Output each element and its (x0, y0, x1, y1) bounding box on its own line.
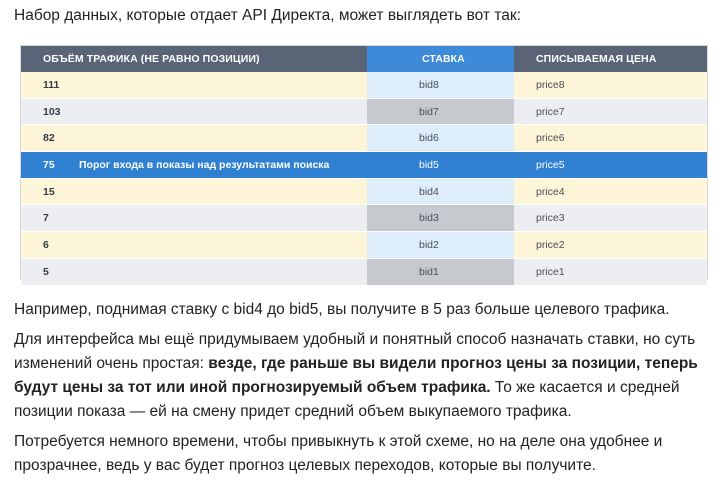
traffic-table-container (20, 45, 708, 280)
volume-value: 15 (43, 185, 55, 198)
price-cell: price3 (514, 205, 707, 232)
bid-cell: bid4 (367, 178, 514, 205)
volume-value: 103 (43, 105, 61, 118)
table-row (21, 205, 707, 232)
paragraph-interface-bold: везде, где раньше вы видели прогноз цены за позиции, теперь будут цены за тот или иной прогнозируемый объем трафика. (14, 355, 698, 396)
price-cell: price2 (514, 232, 707, 259)
volume-value: 5 (43, 265, 49, 278)
volume-cell (21, 178, 367, 205)
table-row-threshold (21, 152, 707, 179)
paragraph-example: Например, поднимая ставку с bid4 до bid5, вы получите в 5 раз больше целевого трафика. (14, 301, 670, 318)
header-volume: ОБЪЁМ ТРАФИКА (НЕ РАВНО ПОЗИЦИИ) (21, 46, 367, 72)
paragraph-conclusion: Потребуется немного времени, чтобы привыкнуть к этой схеме, но на деле она удобнее и прозрачнее, ведь у вас будет прогноз целевых переходов, которые вы получите. (14, 433, 663, 474)
bid-cell: bid6 (367, 125, 514, 152)
bid-cell: bid2 (367, 232, 514, 259)
table-row (21, 232, 707, 259)
volume-cell (21, 72, 367, 98)
paragraph-interface (14, 328, 714, 424)
bid-cell: bid3 (367, 205, 514, 232)
volume-cell (21, 98, 367, 125)
bid-cell: bid7 (367, 98, 514, 125)
price-cell: price4 (514, 178, 707, 205)
table-header-row (21, 46, 707, 72)
intro-text: Набор данных, которые отдает API Директа, может выглядеть вот так: (14, 7, 521, 24)
table-row (21, 72, 707, 98)
table-row (21, 178, 707, 205)
bid-cell: bid1 (367, 258, 514, 285)
price-cell: price5 (514, 152, 707, 179)
price-cell: price6 (514, 125, 707, 152)
table-row (21, 258, 707, 285)
table-row (21, 125, 707, 152)
volume-value: 75 (43, 158, 55, 171)
header-price: СПИСЫВАЕМАЯ ЦЕНА (514, 46, 707, 72)
volume-cell (21, 232, 367, 259)
paragraph-interface-start: Для интерфейса мы ещё придумываем удобный и понятный способ назначать ставки, но суть изменений очень простая: (14, 331, 696, 372)
header-bid: СТАВКА (367, 46, 514, 72)
price-cell: price1 (514, 258, 707, 285)
volume-value: 82 (43, 132, 55, 145)
volume-cell (21, 205, 367, 232)
bid-cell: bid5 (367, 152, 514, 179)
bid-cell: bid8 (367, 72, 514, 98)
volume-value: 6 (43, 238, 49, 251)
price-cell: price8 (514, 72, 707, 98)
paragraph-interface-end: То же касается и средней позиции показа — ей на смену придет средний объем выкупаемого трафика. (14, 379, 680, 420)
volume-cell (21, 258, 367, 285)
volume-value: 111 (43, 78, 60, 91)
traffic-table (21, 46, 707, 286)
table-row (21, 98, 707, 125)
volume-cell (21, 125, 367, 152)
volume-cell (21, 152, 367, 179)
volume-value: 7 (43, 212, 49, 225)
threshold-note: Порог входа в показы над результатами поиска (79, 158, 330, 171)
price-cell: price7 (514, 98, 707, 125)
